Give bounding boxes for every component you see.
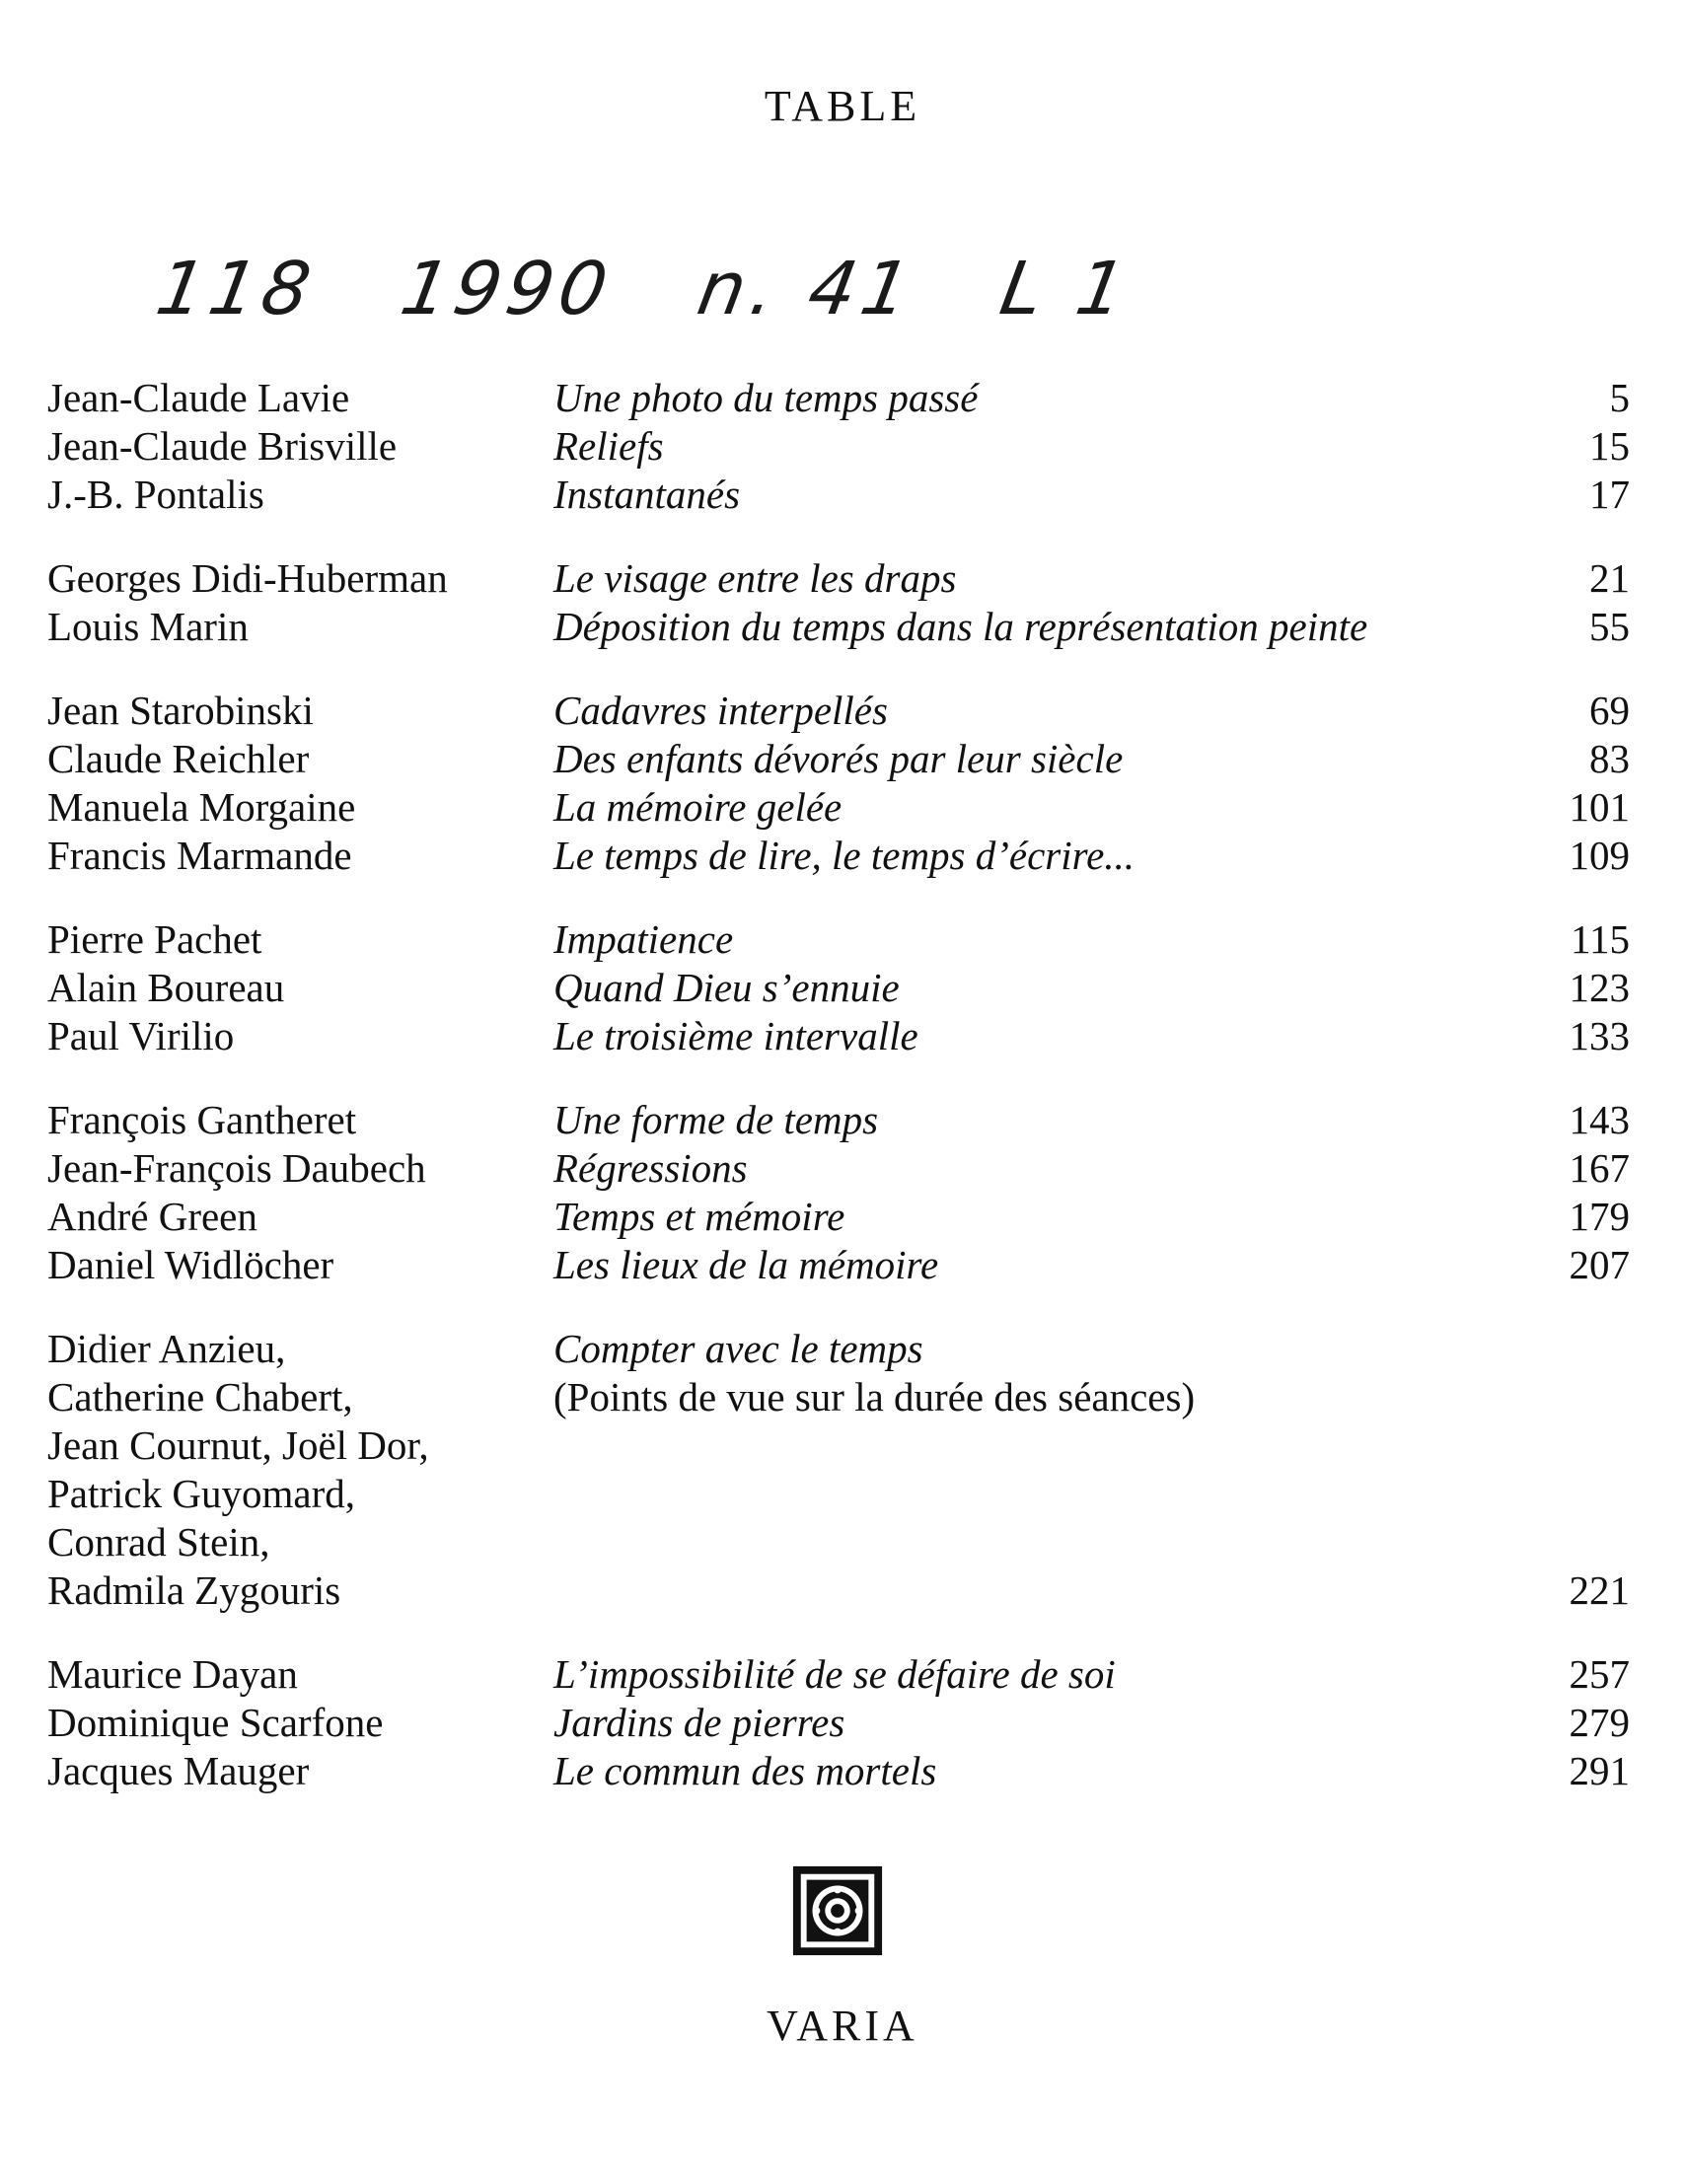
toc-author: Daniel Widlöcher bbox=[47, 1242, 334, 1287]
toc-entry bbox=[0, 554, 1685, 603]
page-title: TABLE bbox=[764, 82, 921, 130]
toc-page-number: 115 bbox=[1571, 916, 1630, 962]
toc-author: Paul Virilio bbox=[47, 1013, 235, 1058]
toc-author: Louis Marin bbox=[47, 604, 249, 649]
toc-title: Jardins de pierres bbox=[553, 1700, 845, 1745]
toc-entry bbox=[0, 1193, 1685, 1241]
toc-entry bbox=[0, 1096, 1685, 1144]
toc-author: Jean Cournut, Joël Dor, bbox=[47, 1422, 429, 1468]
toc-title: Temps et mémoire bbox=[553, 1194, 845, 1239]
toc-author: Claude Reichler bbox=[47, 736, 310, 781]
toc-page-number: 15 bbox=[1589, 423, 1630, 469]
toc-group bbox=[0, 1325, 1685, 1615]
toc-entry bbox=[0, 374, 1685, 422]
toc-title: Le temps de lire, le temps d’écrire... bbox=[553, 833, 1136, 878]
toc-page-number: 21 bbox=[1589, 555, 1630, 601]
toc-author: François Gantheret bbox=[47, 1097, 357, 1142]
toc-page-number: 55 bbox=[1589, 604, 1630, 649]
toc-page-number: 291 bbox=[1569, 1748, 1630, 1793]
table-of-contents bbox=[0, 374, 1685, 1831]
toc-title: Instantanés bbox=[553, 472, 741, 517]
toc-page-number: 133 bbox=[1569, 1013, 1630, 1058]
toc-entry bbox=[0, 422, 1685, 471]
toc-title: La mémoire gelée bbox=[553, 784, 842, 830]
toc-page-number: 101 bbox=[1569, 784, 1630, 830]
toc-author: Radmila Zygouris bbox=[47, 1567, 341, 1613]
toc-group bbox=[0, 1650, 1685, 1795]
toc-title: Déposition du temps dans la représentation peinte bbox=[553, 604, 1368, 649]
toc-entry bbox=[0, 687, 1685, 735]
toc-entry bbox=[0, 1518, 1685, 1566]
toc-author: Conrad Stein, bbox=[47, 1519, 270, 1565]
toc-author: Jean-François Daubech bbox=[47, 1145, 426, 1191]
toc-entry bbox=[0, 1650, 1685, 1699]
toc-author: Jean-Claude Lavie bbox=[47, 375, 350, 420]
toc-page-number: 221 bbox=[1569, 1567, 1630, 1613]
toc-page-number: 167 bbox=[1569, 1145, 1630, 1191]
toc-entry bbox=[0, 1325, 1685, 1373]
toc-author: Francis Marmande bbox=[47, 833, 352, 878]
toc-page-number: 123 bbox=[1569, 965, 1630, 1010]
toc-group bbox=[0, 554, 1685, 651]
toc-page-number: 69 bbox=[1589, 688, 1630, 733]
toc-entry bbox=[0, 1012, 1685, 1060]
toc-author: J.-B. Pontalis bbox=[47, 472, 264, 517]
toc-group bbox=[0, 687, 1685, 880]
toc-group bbox=[0, 915, 1685, 1060]
toc-title: Reliefs bbox=[553, 423, 664, 469]
toc-page-number: 207 bbox=[1569, 1242, 1630, 1287]
toc-page-number: 143 bbox=[1569, 1097, 1630, 1142]
toc-page-number: 83 bbox=[1589, 736, 1630, 781]
toc-title: Les lieux de la mémoire bbox=[553, 1242, 939, 1287]
toc-entry bbox=[0, 603, 1685, 651]
toc-author: Pierre Pachet bbox=[47, 916, 262, 962]
toc-entry bbox=[0, 1566, 1685, 1615]
handwritten-note: 118 1990 n. 41 L 1 bbox=[150, 247, 1137, 331]
toc-author: Manuela Morgaine bbox=[47, 784, 356, 830]
toc-title: Une photo du temps passé bbox=[553, 375, 979, 420]
toc-title: Le troisième intervalle bbox=[553, 1013, 918, 1058]
toc-title: Impatience bbox=[553, 916, 734, 962]
toc-page-number: 17 bbox=[1589, 472, 1630, 517]
toc-title: Compter avec le temps bbox=[553, 1326, 923, 1371]
toc-entry bbox=[0, 1144, 1685, 1193]
rosette-ornament-icon bbox=[789, 1862, 886, 1959]
toc-entry bbox=[0, 964, 1685, 1012]
toc-page-number: 279 bbox=[1569, 1700, 1630, 1745]
toc-entry bbox=[0, 915, 1685, 964]
toc-entry bbox=[0, 1373, 1685, 1421]
toc-group bbox=[0, 1096, 1685, 1289]
toc-subtitle: (Points de vue sur la durée des séances) bbox=[553, 1374, 1196, 1420]
toc-title: L’impossibilité de se défaire de soi bbox=[553, 1651, 1116, 1697]
toc-entry bbox=[0, 735, 1685, 783]
toc-page-number: 257 bbox=[1569, 1651, 1630, 1697]
toc-author: Catherine Chabert, bbox=[47, 1374, 353, 1420]
toc-entry bbox=[0, 1470, 1685, 1518]
toc-title: Une forme de temps bbox=[553, 1097, 879, 1142]
toc-title: Le visage entre les draps bbox=[553, 555, 957, 601]
toc-title: Cadavres interpellés bbox=[553, 688, 888, 733]
toc-author: Patrick Guyomard, bbox=[47, 1471, 355, 1516]
toc-title: Le commun des mortels bbox=[553, 1748, 937, 1793]
toc-author: Jean Starobinski bbox=[47, 688, 314, 733]
toc-author: Maurice Dayan bbox=[47, 1651, 298, 1697]
toc-author: Didier Anzieu, bbox=[47, 1326, 286, 1371]
toc-entry bbox=[0, 471, 1685, 519]
toc-author: Alain Boureau bbox=[47, 965, 285, 1010]
toc-entry bbox=[0, 832, 1685, 880]
toc-entry bbox=[0, 1421, 1685, 1470]
toc-group bbox=[0, 374, 1685, 519]
toc-author: Dominique Scarfone bbox=[47, 1700, 384, 1745]
toc-title: Quand Dieu s’ennuie bbox=[553, 965, 900, 1010]
toc-page-number: 179 bbox=[1569, 1194, 1630, 1239]
toc-author: André Green bbox=[47, 1194, 257, 1239]
toc-page-number: 5 bbox=[1609, 375, 1630, 420]
toc-entry bbox=[0, 1699, 1685, 1747]
toc-entry bbox=[0, 1241, 1685, 1289]
toc-entry bbox=[0, 1747, 1685, 1795]
toc-author: Jean-Claude Brisville bbox=[47, 423, 398, 469]
toc-entry bbox=[0, 783, 1685, 832]
toc-author: Georges Didi-Huberman bbox=[47, 555, 448, 601]
toc-title: Des enfants dévorés par leur siècle bbox=[553, 736, 1124, 781]
toc-title: Régressions bbox=[553, 1145, 748, 1191]
section-footer: VARIA bbox=[767, 2002, 918, 2050]
toc-page-number: 109 bbox=[1569, 833, 1630, 878]
toc-author: Jacques Mauger bbox=[47, 1748, 310, 1793]
